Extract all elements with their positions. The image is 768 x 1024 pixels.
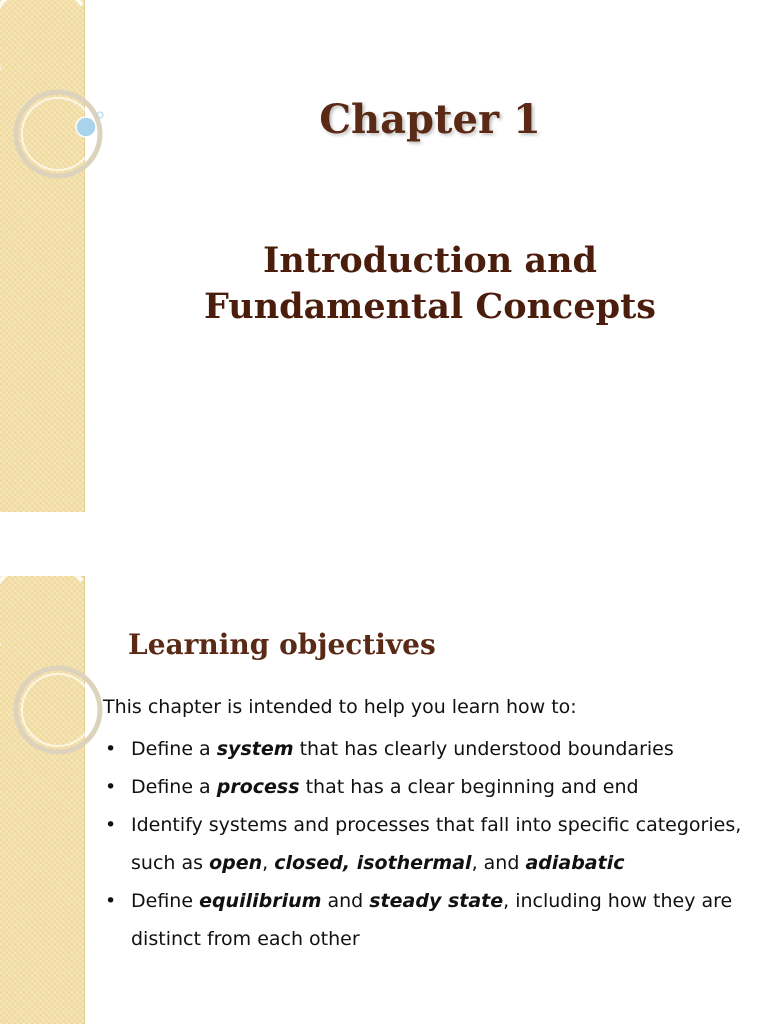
- item-term: adiabatic: [525, 852, 625, 874]
- objectives-slide: [0, 576, 768, 1024]
- item-text: Identify systems and processes that fall into specific categories, such as: [131, 814, 742, 874]
- item-text: that has a clear beginning and end: [299, 776, 639, 798]
- list-item: [103, 882, 743, 958]
- item-text: and: [321, 890, 370, 912]
- item-term: process: [216, 776, 300, 798]
- ring-shape: [16, 668, 100, 752]
- item-text: Define a: [131, 738, 217, 760]
- arc-shape: [0, 0, 82, 70]
- decorative-rings: [0, 0, 140, 512]
- objectives-list: [103, 730, 743, 958]
- intro-text: This chapter is intended to help you learn how to:: [103, 696, 577, 718]
- item-term: open: [209, 852, 263, 874]
- item-text: that has clearly understood boundaries: [293, 738, 674, 760]
- item-text: ,: [262, 852, 275, 874]
- arc-shape: [0, 576, 82, 646]
- item-text: , including how they are distinct from each other: [131, 890, 733, 950]
- item-term: equilibrium: [199, 890, 322, 912]
- item-text: , and: [471, 852, 526, 874]
- bubble-icon: [76, 117, 96, 137]
- list-item: [103, 730, 743, 768]
- item-term: steady state: [369, 890, 504, 912]
- subtitle-line: Fundamental Concepts: [204, 286, 656, 327]
- chapter-subtitle: [150, 238, 710, 330]
- item-term: system: [216, 738, 294, 760]
- chapter-title: Chapter 1: [319, 96, 541, 143]
- subtitle-line: Introduction and: [262, 240, 598, 281]
- item-text: Define: [131, 890, 200, 912]
- item-term: closed, isothermal: [274, 852, 472, 874]
- objectives-heading: Learning objectives: [128, 628, 436, 661]
- list-item: [103, 806, 743, 882]
- inner-ring-shape: [22, 674, 94, 746]
- list-item: [103, 768, 743, 806]
- item-text: Define a: [131, 776, 217, 798]
